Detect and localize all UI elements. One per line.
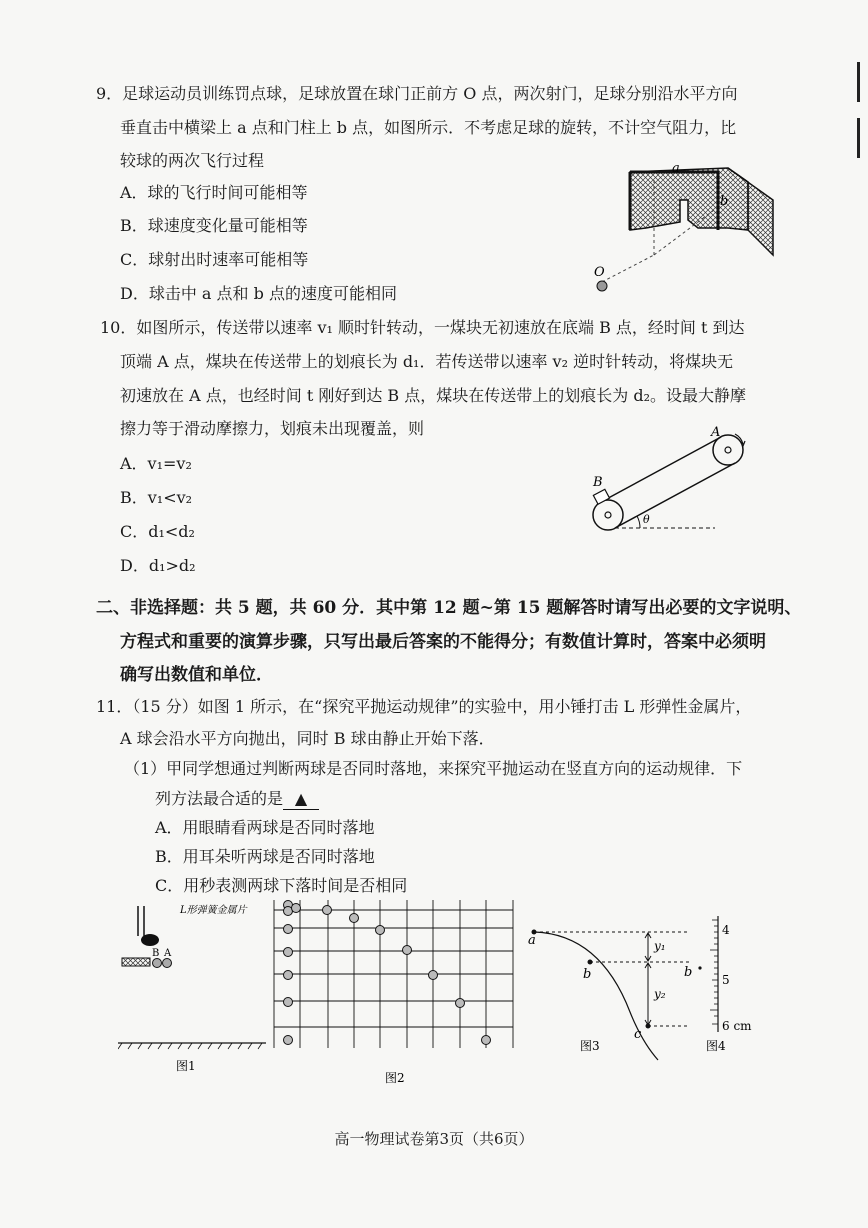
- q9-option-a: A．球的飞行时间可能相等: [120, 183, 308, 202]
- point-b-label: b: [583, 967, 592, 982]
- q9-goal-figure: [588, 160, 788, 295]
- q10-conveyor-figure: [585, 420, 750, 540]
- point-b-dot: [588, 960, 593, 965]
- figure-3-caption: 图3: [580, 1039, 600, 1053]
- section-2-line-3: 确写出数值和单位．: [120, 665, 273, 685]
- tick-label-4: 4: [722, 923, 730, 937]
- q11-line-2: A 球会沿水平方向抛出，同时 B 球由静止开始下落．: [120, 729, 495, 748]
- tick-label-6cm: 6 cm: [722, 1019, 752, 1033]
- point-c-label: c: [634, 1027, 642, 1042]
- q11-sub1-line-2: [155, 789, 319, 810]
- q9-line-3: 较球的两次飞行过程: [120, 151, 265, 170]
- answer-blank: [283, 789, 319, 810]
- binding-mark: [857, 62, 860, 102]
- q9-line-2: 垂直击中横梁上 a 点和门柱上 b 点，如图所示．不考虑足球的旋转，不计空气阻力，比: [120, 118, 737, 137]
- ball-image: [429, 971, 438, 980]
- page-footer: 高一物理试卷第3页（共6页）: [334, 1130, 534, 1148]
- point-b-label: b: [684, 965, 693, 980]
- figure-1-caption: 图1: [176, 1059, 196, 1073]
- q11-sub1-line-1: （1）甲同学想通过判断两球是否同时落地，来探究平抛运动在竖直方向的运动规律．下: [124, 759, 743, 778]
- label-b: B: [152, 948, 160, 959]
- point-a-label: A: [711, 425, 721, 440]
- ball-image: [284, 948, 293, 957]
- q9-line-1: 9．足球运动员训练罚点球，足球放置在球门正前方 O 点，两次射门，足球分别沿水平方向: [96, 84, 738, 103]
- q11-option-b: B．用耳朵听两球是否同时落地: [155, 847, 375, 866]
- theta-label: θ: [643, 513, 650, 526]
- ball-image: [482, 1036, 491, 1045]
- tick-label-5: 5: [722, 973, 730, 987]
- ball-image: [284, 971, 293, 980]
- q9-option-c: C．球射出时速率可能相等: [120, 250, 309, 269]
- q10-line-4: 擦力等于滑动摩擦力，划痕未出现覆盖，则: [120, 419, 425, 438]
- section-2-line-2: 方程式和重要的演算步骤，只写出最后答案的不能得分；有数值计算时，答案中必须明: [120, 632, 766, 652]
- ball-image: [376, 926, 385, 935]
- figure-2: [270, 898, 520, 1088]
- binding-mark: [857, 118, 860, 158]
- point-b-label: b: [720, 194, 729, 209]
- figure-4: [680, 912, 760, 1062]
- figure-4-caption: 图4: [706, 1039, 726, 1053]
- point-o-label: O: [594, 265, 605, 280]
- ball-a: [163, 959, 172, 968]
- q9-option-d: D．球击中 a 点和 b 点的速度可能相同: [120, 284, 397, 303]
- q10-option-c: C．d₁<d₂: [120, 522, 195, 541]
- figure-3: [520, 912, 693, 1062]
- y1-label: y₁: [654, 939, 666, 953]
- q10-option-b: B．v₁<v₂: [120, 488, 193, 507]
- ball-image: [403, 946, 412, 955]
- q10-line-2: 顶端 A 点，煤块在传送带上的划痕长为 d₁．若传送带以速率 v₂ 逆时针转动，将煤块无: [120, 352, 734, 371]
- point-a-label: a: [528, 933, 536, 948]
- ball-image: [292, 904, 301, 913]
- y2-label: y₂: [654, 987, 666, 1001]
- ball-image: [350, 914, 359, 923]
- q11-option-a: A．用眼睛看两球是否同时落地: [155, 818, 375, 837]
- ball-image: [284, 998, 293, 1007]
- plate-label: L形弹簧金属片: [180, 905, 247, 916]
- q9-option-b: B．球速度变化量可能相等: [120, 216, 308, 235]
- q11-option-c: C．用秒表测两球下落时间是否相同: [155, 876, 408, 895]
- section-2-line-1: 二、非选择题：共 5 题，共 60 分．其中第 12 题~第 15 题解答时请写出必要的文字说明、: [96, 598, 802, 618]
- hammer-head: [141, 934, 159, 946]
- ball-image: [323, 906, 332, 915]
- ball-image: [284, 925, 293, 934]
- goal-net-back: [630, 168, 748, 230]
- coal-block: [593, 489, 609, 504]
- q11-sub1-prefix: 列方法最合适的是: [155, 789, 284, 808]
- point-b-dot: [698, 966, 701, 969]
- ball-image: [456, 999, 465, 1008]
- figure-1: [118, 898, 268, 1078]
- q10-option-a: A．v₁=v₂: [120, 454, 192, 473]
- point-b-label: B: [593, 475, 603, 490]
- q11-line-1: 11．（15 分）如图 1 所示，在“探究平抛运动规律”的实验中，用小锤打击 L 形弹性金属片，: [96, 697, 752, 716]
- label-a: A: [164, 948, 172, 959]
- answer-mark: ▲: [294, 789, 308, 808]
- point-a-label: a: [672, 161, 680, 176]
- figure-2-caption: 图2: [385, 1071, 405, 1085]
- q10-line-3: 初速放在 A 点，也经时间 t 刚好到达 B 点，煤块在传送带上的划痕长为 d₂。设最大静摩: [120, 386, 747, 405]
- q10-option-d: D．d₁>d₂: [120, 556, 196, 575]
- ball-image: [284, 1036, 293, 1045]
- ball-icon: [597, 281, 607, 291]
- ball-b: [153, 959, 162, 968]
- q10-line-1: 10．如图所示，传送带以速率 v₁ 顺时针转动，一煤块无初速放在底端 B 点，经时间 t 到达: [100, 318, 745, 337]
- point-c-dot: [646, 1024, 651, 1029]
